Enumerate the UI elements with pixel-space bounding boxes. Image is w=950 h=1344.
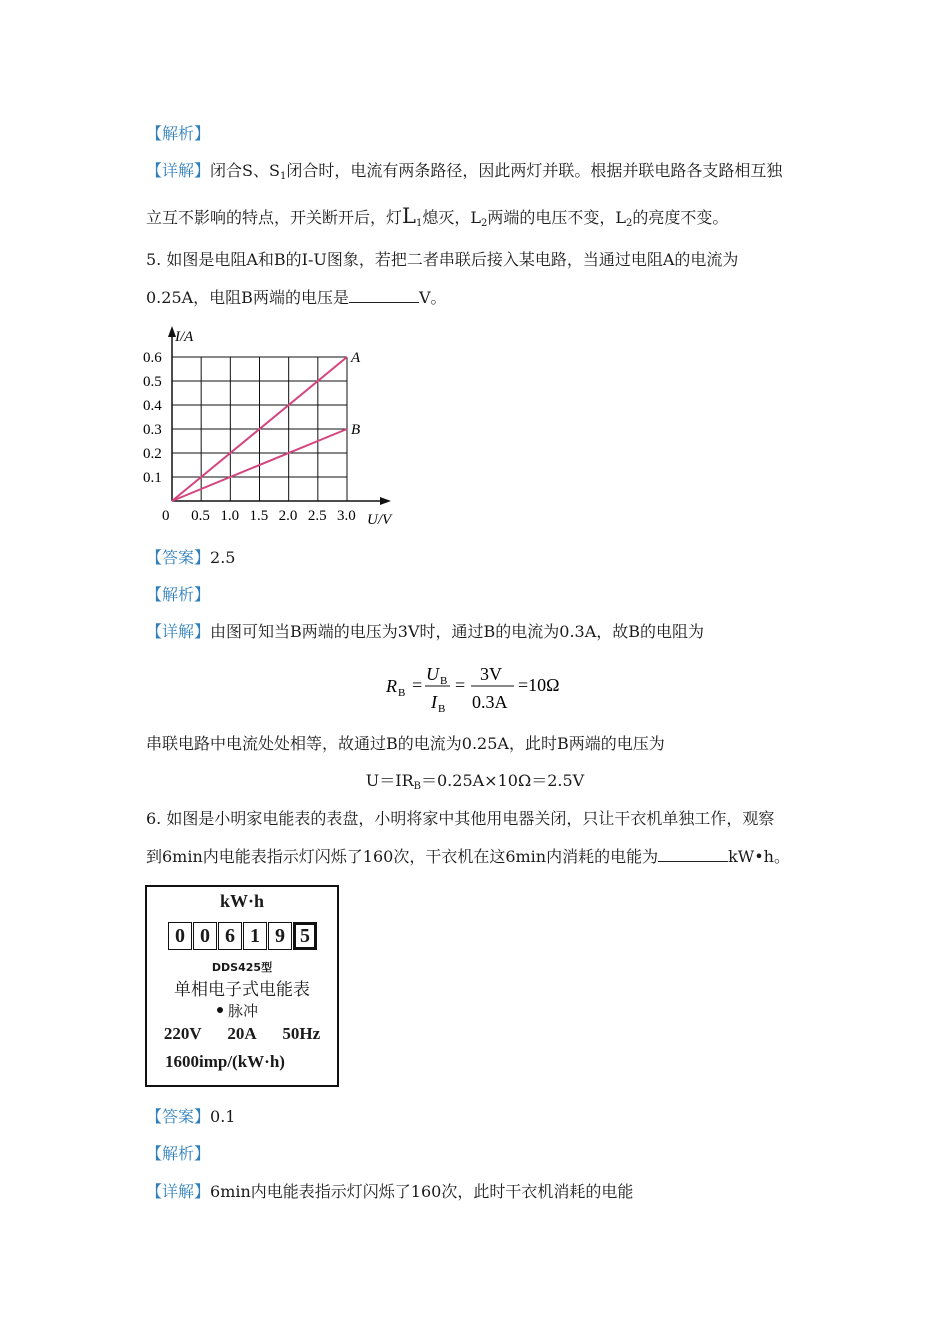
resistance-formula	[380, 658, 580, 714]
y-tick-label: 0.6	[143, 350, 162, 366]
detail-paragraph-line: 【详解】由图可知当B两端的电压为3V时，通过B的电流为0.3A，故B的电阻为	[146, 622, 705, 641]
y-tick-label: 0.1	[143, 470, 162, 486]
detail-paragraph-line: 串联电路中电流处处相等，故通过B的电流为0.25A，此时B两端的电压为	[146, 734, 665, 753]
x-tick-label: 1.0	[220, 508, 240, 524]
analysis-tag: 【解析】	[146, 124, 211, 143]
pulse-dot-icon	[217, 1007, 223, 1013]
analysis-tag: 【解析】	[146, 1144, 211, 1163]
meter-digits	[168, 922, 318, 950]
x-tick-label: 0	[162, 508, 170, 524]
svg-text:B: B	[438, 703, 446, 714]
series-label-A: A	[351, 350, 361, 366]
answer-line: 【答案】0.1	[146, 1107, 236, 1126]
question-6-stem: 6. 如图是小明家电能表的表盘，小明将家中其他用电器关闭，只让干衣机单独工作，观察	[146, 809, 775, 828]
y-axis-label: I/A	[175, 329, 194, 345]
meter-digit: 0	[193, 922, 217, 950]
voltage-formula: $U=IR_B=0.25A\times 10\Omega=2.5V$	[365, 771, 585, 792]
y-tick-label: 0.5	[143, 374, 162, 390]
x-tick-label: 2.5	[307, 508, 327, 524]
meter-voltage: 220V	[163, 1024, 202, 1043]
meter-current: 20A	[227, 1024, 257, 1043]
series-label-B: B	[351, 422, 361, 438]
meter-name: 单相电子式电能表	[174, 980, 310, 1000]
question-6-stem: 到6min内电能表指示灯闪烁了160次，干衣机在这6min内消耗的电能为 kW•h。	[146, 847, 790, 866]
meter-digit: 6	[218, 922, 242, 950]
svg-text:=10Ω: =10Ω	[518, 675, 560, 695]
question-5-stem: 0.25A，电阻B两端的电压是 V。	[146, 288, 447, 307]
y-tick-label: 0.3	[143, 422, 162, 438]
analysis-tag: 【解析】	[146, 585, 211, 604]
svg-text:U: U	[426, 664, 439, 684]
x-tick-label: 2.0	[278, 508, 298, 524]
meter-frequency: 50Hz	[282, 1024, 321, 1043]
x-axis-arrow	[380, 497, 391, 505]
detail-paragraph-line: 【详解】6min内电能表指示灯闪烁了160次，此时干衣机消耗的电能	[146, 1182, 634, 1201]
svg-text:3V: 3V	[480, 664, 502, 684]
meter-digit-decimal: 5	[293, 922, 317, 950]
svg-text:B: B	[398, 687, 406, 699]
meter-unit: kW·h	[219, 891, 265, 911]
energy-meter-panel	[145, 885, 339, 1087]
x-tick-label: 3.0	[337, 508, 356, 524]
iu-chart	[135, 318, 405, 533]
y-tick-label: 0.2	[143, 446, 162, 462]
svg-text:I: I	[431, 692, 437, 712]
svg-text:0.3A: 0.3A	[472, 692, 508, 712]
meter-constant: 1600imp/(kW·h)	[165, 1052, 285, 1071]
meter-model: DDS425型	[211, 961, 273, 974]
detail-paragraph-line: 【详解】闭合S、$S_1$闭合时，电流有两条路径，因此两灯并联。根据并联电路各支路相互独	[146, 161, 783, 182]
answer-blank	[658, 847, 728, 862]
answer-blank	[349, 288, 419, 303]
x-axis-label: U/V	[367, 512, 392, 528]
svg-text:B: B	[440, 675, 448, 687]
meter-specs	[147, 1024, 337, 1044]
meter-pulse-indicator: 脉冲	[217, 1000, 258, 1021]
question-5-stem: 5. 如图是电阻A和B的I-U图象，若把二者串联后接入某电路，当通过电阻A的电流为	[146, 250, 739, 269]
x-tick-label: 0.5	[191, 508, 210, 524]
svg-text:=: =	[412, 675, 423, 695]
meter-digit: 9	[268, 922, 292, 950]
svg-text:=: =	[455, 675, 466, 695]
answer-line: 【答案】2.5	[146, 548, 236, 567]
x-tick-label: 1.5	[249, 508, 269, 524]
y-tick-label: 0.4	[143, 398, 162, 414]
svg-text:R: R	[386, 676, 397, 696]
meter-digit: 0	[168, 922, 192, 950]
detail-paragraph-line: 立互不影响的特点，开关断开后，灯$L_1$熄灭，$L_2$两端的电压不变，$L_2$的亮度不变。	[146, 204, 729, 229]
meter-digit: 1	[243, 922, 267, 950]
